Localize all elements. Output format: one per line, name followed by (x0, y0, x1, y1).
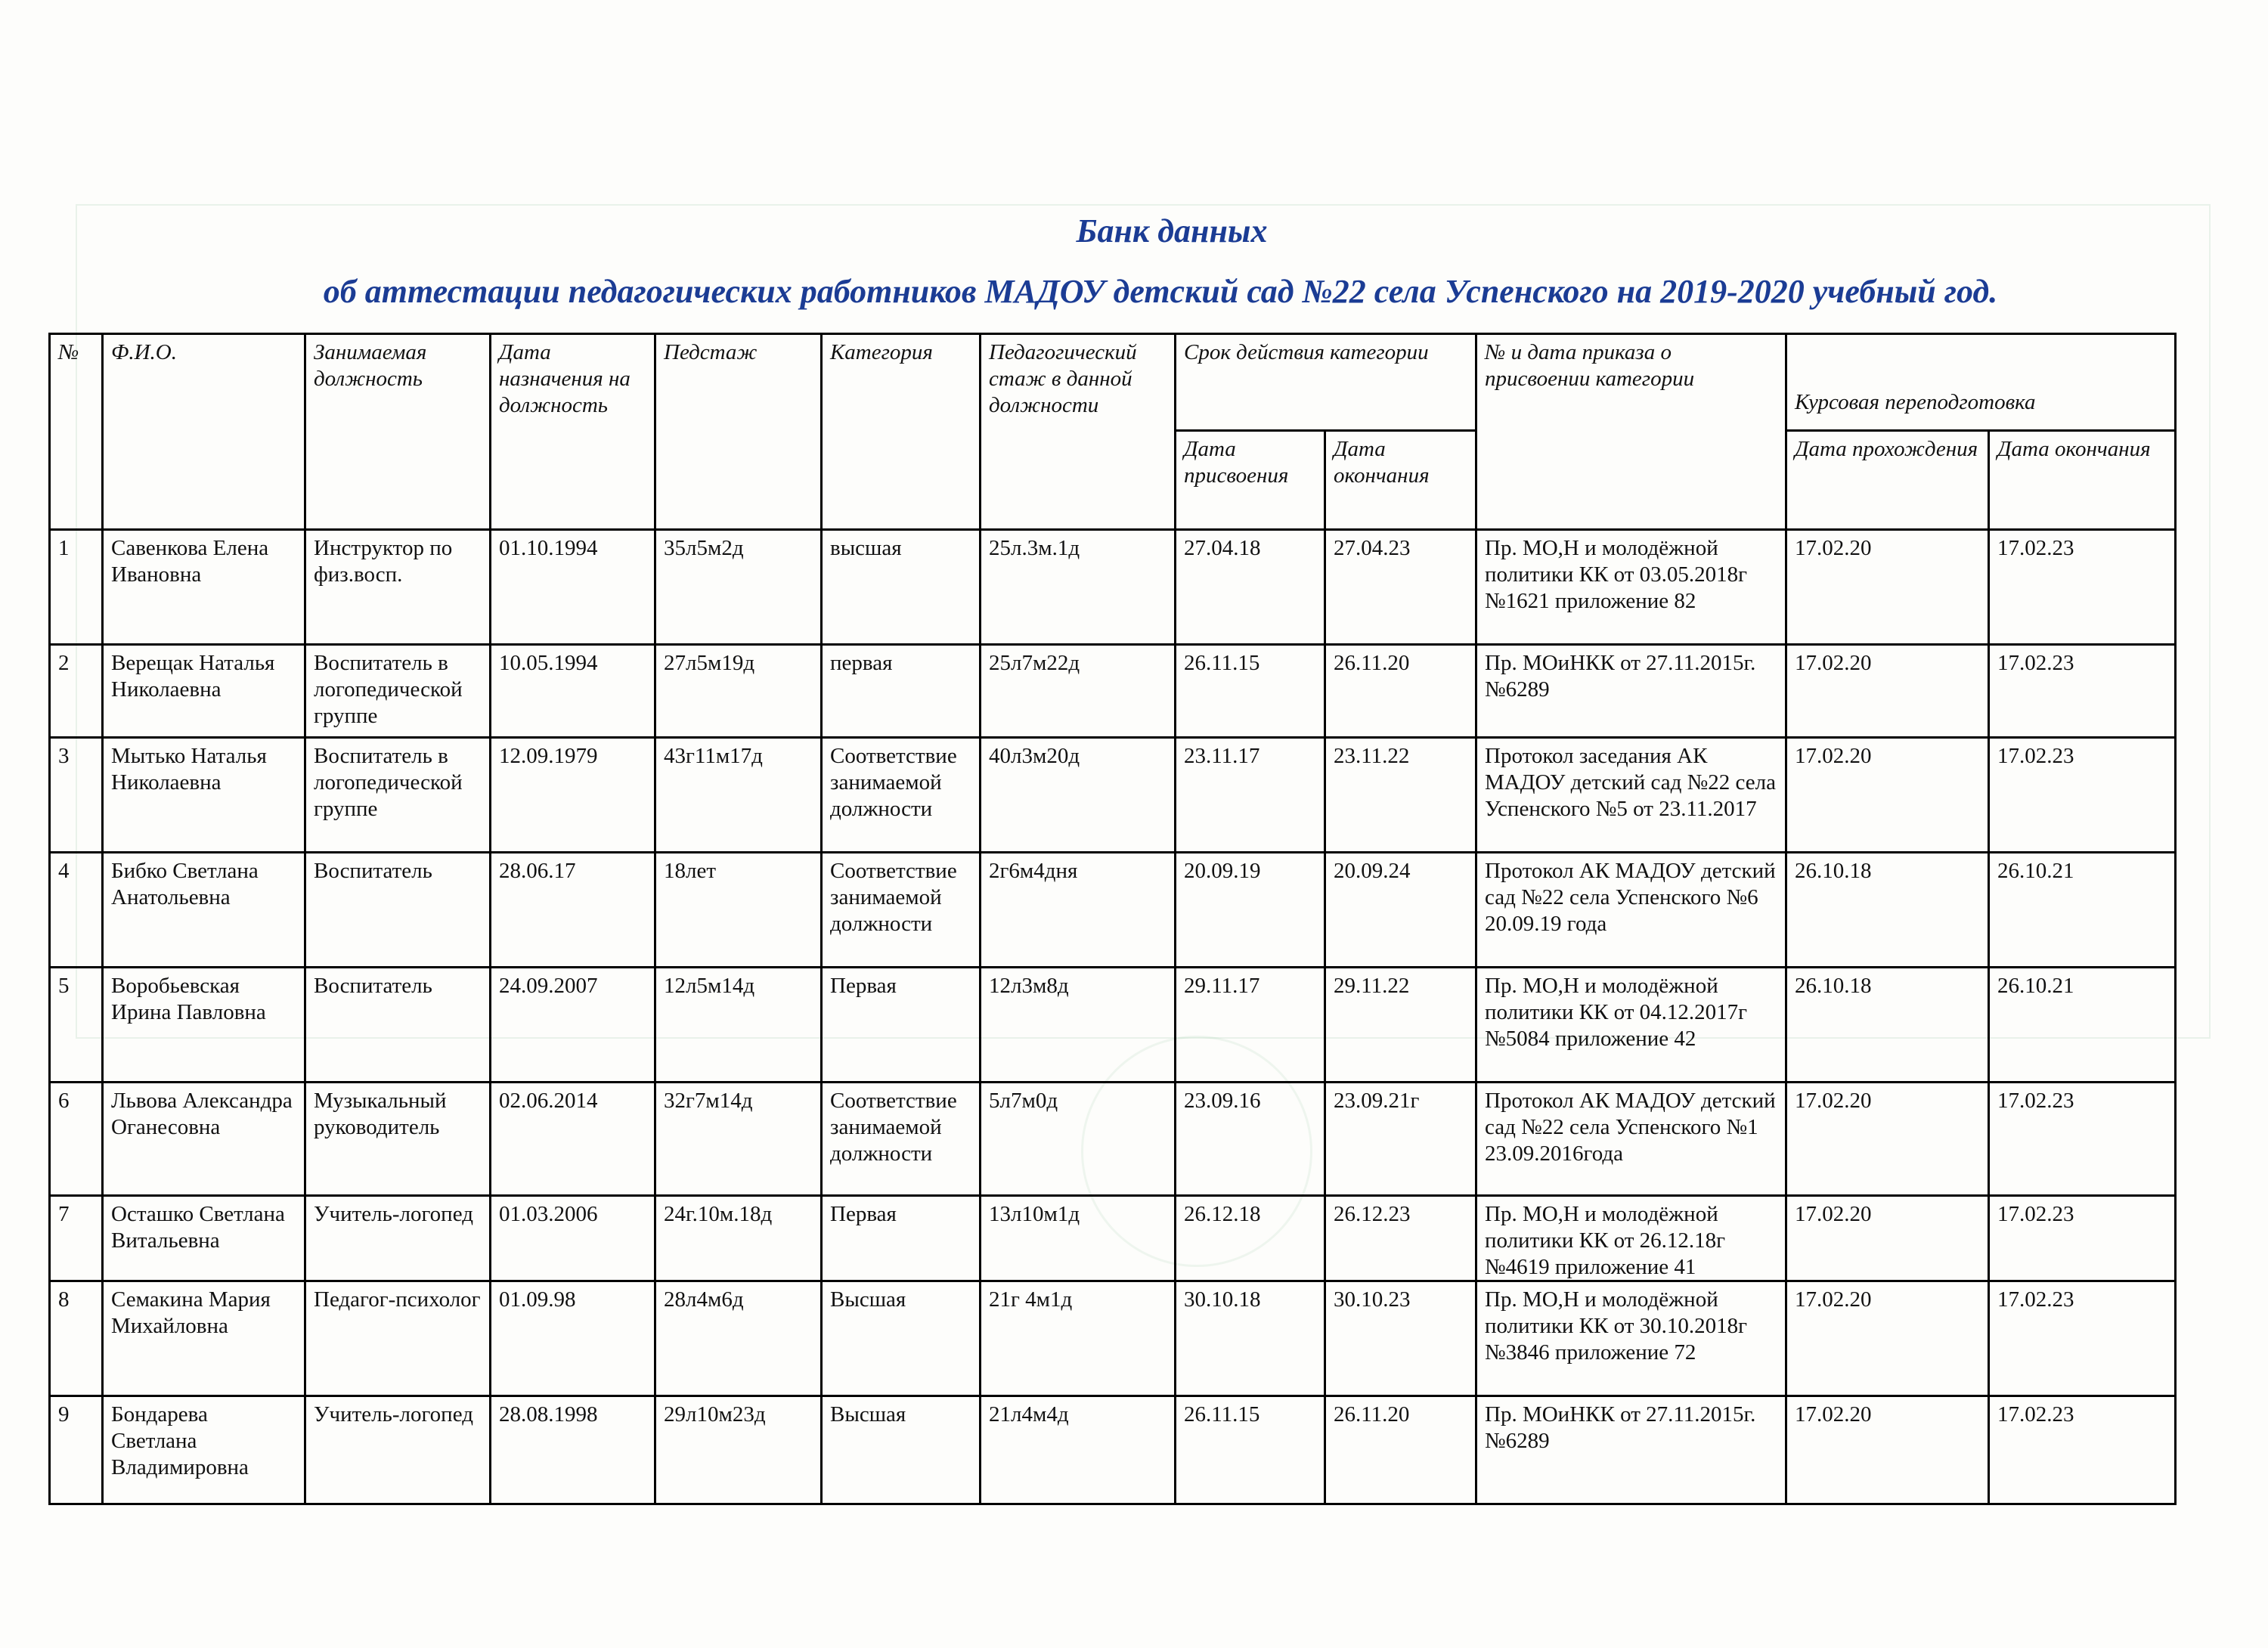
cell-date-to: 27.04.23 (1325, 530, 1476, 645)
cell-pedstazh: 12л5м14д (655, 968, 822, 1083)
cell-fio: Верещак Наталья Николаевна (103, 645, 305, 738)
cell-course-from: 26.10.18 (1786, 968, 1989, 1083)
cell-category: первая (822, 645, 981, 738)
table-row (50, 738, 2176, 853)
table-row (50, 853, 2176, 968)
cell-date-to: 20.09.24 (1325, 853, 1476, 968)
cell-fio: Осташко Светлана Витальевна (103, 1196, 305, 1281)
cell-course-to: 17.02.23 (1989, 1281, 2176, 1396)
cell-course-from: 17.02.20 (1786, 738, 1989, 853)
table-row (50, 968, 2176, 1083)
cell-position: Воспитатель в логопедической группе (305, 645, 491, 738)
cell-date-to: 23.09.21г (1325, 1083, 1476, 1196)
table-row (50, 1196, 2176, 1281)
cell-course-to: 17.02.23 (1989, 530, 2176, 645)
table-row (50, 530, 2176, 645)
cell-order: Пр. МО,Н и молодёжной политики КК от 26.12.18г №4619 приложение 41 (1476, 1196, 1786, 1281)
cell-date-from: 26.11.15 (1176, 1396, 1325, 1504)
attestation-table (48, 333, 2177, 1505)
cell-position: Учитель-логопед (305, 1196, 491, 1281)
cell-appointed: 01.10.1994 (491, 530, 655, 645)
col-pedstazh-header: Педстаж (655, 334, 822, 530)
cell-date-from: 23.11.17 (1176, 738, 1325, 853)
cell-num: 1 (50, 530, 103, 645)
cell-fio: Бондарева Светлана Владимировна (103, 1396, 305, 1504)
cell-fio: Семакина Мария Михайловна (103, 1281, 305, 1396)
cell-date-to: 23.11.22 (1325, 738, 1476, 853)
cell-order: Пр. МО,Н и молодёжной политики КК от 04.12.2017г №5084 приложение 42 (1476, 968, 1786, 1083)
cell-appointed: 01.03.2006 (491, 1196, 655, 1281)
cell-pedstazh: 28л4м6д (655, 1281, 822, 1396)
cell-pedstazh: 24г.10м.18д (655, 1196, 822, 1281)
col-appointed-header: Дата назначения на должность (491, 334, 655, 530)
cell-category: Высшая (822, 1396, 981, 1504)
cell-category: Высшая (822, 1281, 981, 1396)
cell-order: Пр. МО,Н и молодёжной политики КК от 30.10.2018г №3846 приложение 72 (1476, 1281, 1786, 1396)
cell-date-from: 30.10.18 (1176, 1281, 1325, 1396)
cell-pedstazh: 27л5м19д (655, 645, 822, 738)
cell-appointed: 01.09.98 (491, 1281, 655, 1396)
cell-order: Пр. МОиНКК от 27.11.2015г. №6289 (1476, 1396, 1786, 1504)
cell-position: Инструктор по физ.восп. (305, 530, 491, 645)
cell-appointed: 24.09.2007 (491, 968, 655, 1083)
cell-pedstazh: 32г7м14д (655, 1083, 822, 1196)
cell-ped-stazh-position: 2г6м4дня (981, 853, 1176, 968)
col-ped-stazh-position-header: Педагогический стаж в данной должности (981, 334, 1176, 530)
cell-course-to: 26.10.21 (1989, 968, 2176, 1083)
cell-course-from: 17.02.20 (1786, 1281, 1989, 1396)
cell-ped-stazh-position: 40л3м20д (981, 738, 1176, 853)
cell-category: высшая (822, 530, 981, 645)
cell-appointed: 12.09.1979 (491, 738, 655, 853)
cell-date-from: 20.09.19 (1176, 853, 1325, 968)
cell-ped-stazh-position: 25л7м22д (981, 645, 1176, 738)
cell-course-from: 26.10.18 (1786, 853, 1989, 968)
cell-ped-stazh-position: 25л.3м.1д (981, 530, 1176, 645)
cell-ped-stazh-position: 5л7м0д (981, 1083, 1176, 1196)
cell-fio: Воробьевская Ирина Павловна (103, 968, 305, 1083)
cell-date-from: 27.04.18 (1176, 530, 1325, 645)
cell-date-from: 26.11.15 (1176, 645, 1325, 738)
col-courses-to-header: Дата окончания (1989, 431, 2176, 530)
cell-pedstazh: 43г11м17д (655, 738, 822, 853)
table-row (50, 645, 2176, 738)
cell-num: 6 (50, 1083, 103, 1196)
cell-course-to: 17.02.23 (1989, 738, 2176, 853)
cell-position: Музыкальный руководитель (305, 1083, 491, 1196)
cell-num: 9 (50, 1396, 103, 1504)
cell-position: Воспитатель (305, 853, 491, 968)
cell-num: 5 (50, 968, 103, 1083)
col-validity-to-header: Дата окончания (1325, 431, 1476, 530)
cell-date-from: 29.11.17 (1176, 968, 1325, 1083)
cell-category: Соответствие занимаемой должности (822, 853, 981, 968)
cell-appointed: 28.06.17 (491, 853, 655, 968)
cell-date-to: 26.12.23 (1325, 1196, 1476, 1281)
table-row (50, 1281, 2176, 1396)
cell-pedstazh: 18лет (655, 853, 822, 968)
cell-date-to: 29.11.22 (1325, 968, 1476, 1083)
col-validity-from-header: Дата присвоения (1176, 431, 1325, 530)
cell-position: Воспитатель в логопедической группе (305, 738, 491, 853)
cell-fio: Мытько Наталья Николаевна (103, 738, 305, 853)
cell-appointed: 10.05.1994 (491, 645, 655, 738)
col-fio-header: Ф.И.О. (103, 334, 305, 530)
cell-course-to: 17.02.23 (1989, 1083, 2176, 1196)
cell-course-from: 17.02.20 (1786, 645, 1989, 738)
cell-course-from: 17.02.20 (1786, 530, 1989, 645)
cell-course-to: 17.02.23 (1989, 1196, 2176, 1281)
cell-num: 2 (50, 645, 103, 738)
table-row (50, 1083, 2176, 1196)
cell-ped-stazh-position: 13л10м1д (981, 1196, 1176, 1281)
document-title: Банк данных (1076, 212, 1268, 249)
cell-course-to: 17.02.23 (1989, 1396, 2176, 1504)
cell-num: 8 (50, 1281, 103, 1396)
cell-course-from: 17.02.20 (1786, 1083, 1989, 1196)
cell-appointed: 28.08.1998 (491, 1396, 655, 1504)
cell-date-to: 30.10.23 (1325, 1281, 1476, 1396)
cell-appointed: 02.06.2014 (491, 1083, 655, 1196)
col-validity-header: Срок действия категории (1176, 334, 1476, 431)
cell-date-to: 26.11.20 (1325, 1396, 1476, 1504)
cell-ped-stazh-position: 21л4м4д (981, 1396, 1176, 1504)
cell-course-to: 26.10.21 (1989, 853, 2176, 968)
cell-category: Соответствие занимаемой должности (822, 738, 981, 853)
table-row (50, 1396, 2176, 1504)
cell-fio: Савенкова Елена Ивановна (103, 530, 305, 645)
cell-date-from: 23.09.16 (1176, 1083, 1325, 1196)
col-num-header: № (50, 334, 103, 530)
cell-pedstazh: 29л10м23д (655, 1396, 822, 1504)
cell-order: Пр. МО,Н и молодёжной политики КК от 03.05.2018г №1621 приложение 82 (1476, 530, 1786, 645)
col-courses-from-header: Дата прохождения (1786, 431, 1989, 530)
table-header-row (50, 334, 2176, 431)
cell-date-from: 26.12.18 (1176, 1196, 1325, 1281)
cell-position: Воспитатель (305, 968, 491, 1083)
cell-order: Протокол заседания АК МАДОУ детский сад №22 села Успенского №5 от 23.11.2017 (1476, 738, 1786, 853)
cell-position: Педагог-психолог (305, 1281, 491, 1396)
cell-num: 4 (50, 853, 103, 968)
cell-category: Первая (822, 968, 981, 1083)
cell-date-to: 26.11.20 (1325, 645, 1476, 738)
cell-category: Соответствие занимаемой должности (822, 1083, 981, 1196)
cell-num: 7 (50, 1196, 103, 1281)
cell-category: Первая (822, 1196, 981, 1281)
col-order-header: № и дата приказа о присвоении категории (1476, 334, 1786, 530)
col-position-header: Занимаемая должность (305, 334, 491, 530)
cell-course-from: 17.02.20 (1786, 1396, 1989, 1504)
cell-fio: Бибко Светлана Анатольевна (103, 853, 305, 968)
cell-order: Пр. МОиНКК от 27.11.2015г. №6289 (1476, 645, 1786, 738)
cell-order: Протокол АК МАДОУ детский сад №22 села Успенского №6 20.09.19 года (1476, 853, 1786, 968)
document-subtitle: об аттестации педагогических работников МАДОУ детский сад №22 села Успенского на 2019-2020 учебный год. (323, 273, 1998, 310)
col-courses-header: Курсовая переподготовка (1786, 334, 2176, 431)
cell-ped-stazh-position: 21г 4м1д (981, 1281, 1176, 1396)
cell-num: 3 (50, 738, 103, 853)
cell-order: Протокол АК МАДОУ детский сад №22 села Успенского №1 23.09.2016года (1476, 1083, 1786, 1196)
cell-position: Учитель-логопед (305, 1396, 491, 1504)
cell-pedstazh: 35л5м2д (655, 530, 822, 645)
cell-fio: Львова Александра Оганесовна (103, 1083, 305, 1196)
cell-course-to: 17.02.23 (1989, 645, 2176, 738)
cell-ped-stazh-position: 12л3м8д (981, 968, 1176, 1083)
col-category-header: Категория (822, 334, 981, 530)
cell-course-from: 17.02.20 (1786, 1196, 1989, 1281)
